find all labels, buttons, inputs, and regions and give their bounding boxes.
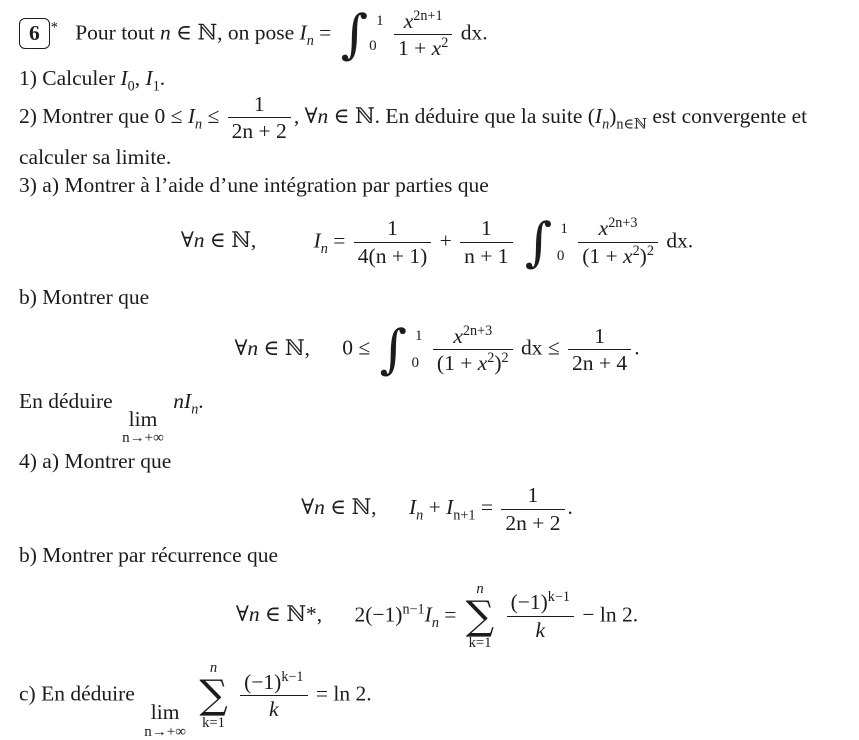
exponent: 2n+1 — [413, 7, 443, 24]
summation — [466, 581, 494, 652]
quantifier — [301, 495, 376, 519]
question-text: c) En déduire — [19, 681, 135, 706]
display-equation-2 — [19, 319, 855, 381]
sum-lower-bound: k=1 — [468, 635, 492, 652]
equals-sign: = — [319, 20, 332, 45]
fraction-denominator — [394, 34, 452, 60]
variable-n: n — [314, 495, 325, 520]
integral-lower-bound: 0 — [369, 38, 377, 55]
period: . — [198, 388, 204, 413]
quantifier — [181, 228, 256, 252]
subscript-0: 0 — [127, 78, 135, 95]
fraction — [507, 591, 574, 641]
fraction-numerator — [433, 322, 513, 350]
integral-limits — [553, 220, 568, 265]
plus-sign: + — [439, 228, 452, 253]
math-text: ∈ ℕ, — [330, 495, 377, 520]
variable-x: x — [431, 36, 442, 61]
question-2-continuation: calculer sa limite. — [19, 144, 172, 169]
forall-sign: ∀ — [180, 228, 194, 253]
fraction-numerator: 1 — [480, 216, 492, 241]
math-text: ∈ ℕ, — [263, 335, 310, 360]
subscript-n: n — [602, 115, 610, 132]
integral-sign: ∫ — [340, 4, 369, 65]
variable-x: x — [453, 323, 463, 348]
close-paren: ) — [494, 351, 502, 376]
question-4c-line — [19, 660, 855, 740]
math-text: (1 + — [582, 243, 624, 268]
exercise-number: 6 — [29, 20, 40, 45]
question-text: est convergente et — [652, 103, 808, 128]
math-text: (−1) — [510, 590, 548, 615]
plus-sign: + — [428, 495, 441, 520]
fraction — [354, 217, 431, 267]
fraction-denominator: k — [507, 616, 574, 642]
variable-I: I — [424, 602, 432, 627]
forall-sign: ∀ — [235, 602, 249, 627]
exponent: 2 — [646, 242, 654, 259]
fraction-denominator: k — [240, 695, 307, 721]
variable-n: n — [247, 335, 259, 360]
exponent: 2 — [487, 350, 495, 367]
math-text: ∈ ℕ, — [209, 228, 257, 253]
limit-operator — [144, 701, 186, 740]
quantifier — [236, 602, 322, 626]
sum-sign: ∑ — [465, 592, 495, 639]
math-text: (1 + — [436, 351, 478, 376]
exponent: 2n+3 — [462, 322, 493, 339]
lim-word: lim — [150, 700, 180, 725]
sum-sign: ∑ — [199, 671, 228, 718]
fraction-numerator — [507, 591, 574, 616]
differential: dx. — [460, 20, 488, 45]
fraction — [501, 484, 564, 534]
variable-nI: nI — [173, 388, 192, 413]
display-equation-4 — [19, 581, 855, 652]
subscript-n-plus-1: n+1 — [453, 507, 476, 524]
difficulty-star: * — [50, 19, 58, 36]
period: . — [634, 335, 640, 360]
question-text: ∈ ℕ. En déduire que la suite ( — [333, 103, 595, 128]
exercise-number-box — [19, 18, 50, 49]
variable-I: I — [594, 103, 603, 128]
question-4a-line: 4) a) Montrer que — [19, 448, 172, 473]
integral — [379, 319, 423, 381]
exponent: k−1 — [281, 668, 304, 685]
question-2-line — [19, 93, 855, 143]
fraction-denominator: 2n + 2 — [228, 117, 291, 143]
integral-upper-bound: 1 — [560, 220, 568, 237]
fraction-numerator: 1 — [253, 91, 265, 116]
math-text: dx ≤ — [520, 335, 560, 360]
variable-I: I — [145, 66, 153, 91]
lim-subscript: n→+∞ — [144, 723, 186, 740]
leq-sign: ≤ — [207, 103, 220, 128]
limit-operator — [122, 408, 164, 447]
math-text: = ln 2. — [315, 681, 372, 706]
differential: dx. — [666, 228, 694, 253]
math-text: ∈ ℕ*, — [265, 602, 323, 627]
forall-sign: ∀ — [301, 495, 315, 520]
integral-lower-bound: 0 — [411, 355, 420, 372]
sum-upper-bound: n — [476, 580, 484, 597]
period: . — [567, 495, 573, 520]
fraction — [394, 7, 452, 61]
fraction — [460, 217, 512, 267]
subscript-n-in-N: n∈ℕ — [616, 115, 647, 132]
fraction-numerator — [394, 7, 452, 35]
integral — [524, 211, 568, 273]
question-4b-line: b) Montrer par récurrence que — [19, 543, 279, 568]
variable-x: x — [403, 8, 414, 33]
exponent: 2 — [501, 350, 509, 367]
fraction — [568, 325, 631, 375]
integral-upper-bound: 1 — [376, 13, 384, 30]
quantifier — [234, 336, 309, 360]
subscript-n: n — [416, 507, 424, 524]
math-text: 1 + — [398, 36, 432, 61]
question-3a-line: 3) a) Montrer à l’aide d’une intégration par parties que — [19, 173, 489, 198]
integral-sign: ∫ — [379, 319, 407, 381]
question-text: 2) Montrer que 0 ≤ — [19, 103, 183, 128]
integral-limits — [369, 12, 384, 57]
sum-upper-bound: n — [209, 660, 218, 677]
header-text: ∈ ℕ, on pose — [176, 20, 295, 45]
equals-sign: = — [333, 228, 346, 253]
exponent: 2 — [632, 242, 640, 259]
variable-I: I — [313, 228, 321, 253]
fraction-denominator: n + 1 — [460, 242, 512, 268]
fraction-denominator: 4(n + 1) — [354, 242, 431, 268]
subscript-n: n — [195, 115, 203, 132]
period: . — [159, 66, 166, 91]
variable-n: n — [193, 228, 205, 253]
question-text: 1) Calculer — [19, 66, 116, 91]
math-text: 2(−1) — [354, 602, 403, 627]
integral-limits — [408, 327, 423, 372]
subscript-n: n — [320, 240, 328, 257]
variable-x: x — [598, 216, 609, 241]
variable-I: I — [120, 66, 128, 91]
integral-lower-bound: 0 — [556, 247, 565, 264]
lim-word: lim — [128, 406, 158, 431]
comma: , — [134, 66, 141, 91]
fraction-denominator — [578, 242, 658, 268]
fraction-numerator: 1 — [594, 323, 605, 348]
variable-I: I — [408, 495, 417, 520]
variable-I: I — [299, 20, 307, 45]
math-text: , ∀ — [293, 103, 318, 128]
variable-n: n — [160, 20, 171, 45]
fraction — [240, 668, 307, 722]
question-1-line — [19, 64, 855, 95]
subscript-n: n — [306, 32, 314, 49]
equals-sign: = — [444, 602, 457, 627]
exponent: 2n+3 — [608, 214, 638, 231]
exponent: k−1 — [547, 589, 570, 606]
display-equation-1 — [19, 211, 855, 273]
exponent: 2 — [441, 35, 449, 51]
fraction — [433, 322, 513, 376]
question-3b-line: b) Montrer que — [19, 284, 150, 309]
fraction-denominator: 2n + 4 — [568, 349, 631, 375]
fraction-numerator — [578, 214, 658, 242]
subscript-n: n — [431, 614, 439, 631]
fraction-denominator: 2n + 2 — [501, 509, 564, 535]
variable-x: x — [623, 243, 633, 268]
math-text: (−1) — [244, 669, 282, 694]
math-text: 0 ≤ — [342, 335, 371, 360]
display-equation-3 — [19, 484, 855, 534]
integral-upper-bound: 1 — [415, 328, 423, 345]
fraction-numerator: 1 — [387, 216, 398, 241]
exercise-header-line — [19, 4, 855, 65]
subscript-1: 1 — [152, 78, 160, 95]
deduce-limit-line — [19, 387, 855, 447]
fraction-numerator: 1 — [527, 483, 539, 508]
variable-n: n — [248, 602, 260, 627]
close-paren: ) — [609, 103, 617, 128]
exponent: n−1 — [402, 601, 425, 618]
fraction-denominator — [433, 349, 513, 375]
forall-sign: ∀ — [234, 335, 248, 360]
variable-I: I — [187, 103, 196, 128]
sum-lower-bound: k=1 — [202, 714, 225, 731]
fraction-numerator — [240, 668, 307, 696]
variable-I: I — [446, 495, 454, 520]
close-paren: ) — [639, 243, 647, 268]
lim-subscript: n→+∞ — [122, 430, 164, 447]
math-text: − ln 2. — [582, 602, 639, 627]
fraction — [228, 93, 291, 143]
header-text: Pour tout — [75, 20, 155, 45]
fraction — [578, 214, 658, 268]
variable-x: x — [477, 351, 488, 376]
question-text: En déduire — [19, 388, 113, 413]
integral-sign: ∫ — [524, 211, 553, 273]
variable-n: n — [317, 103, 329, 128]
equals-sign: = — [480, 495, 493, 520]
subscript-n: n — [191, 400, 199, 417]
integral — [340, 4, 384, 65]
